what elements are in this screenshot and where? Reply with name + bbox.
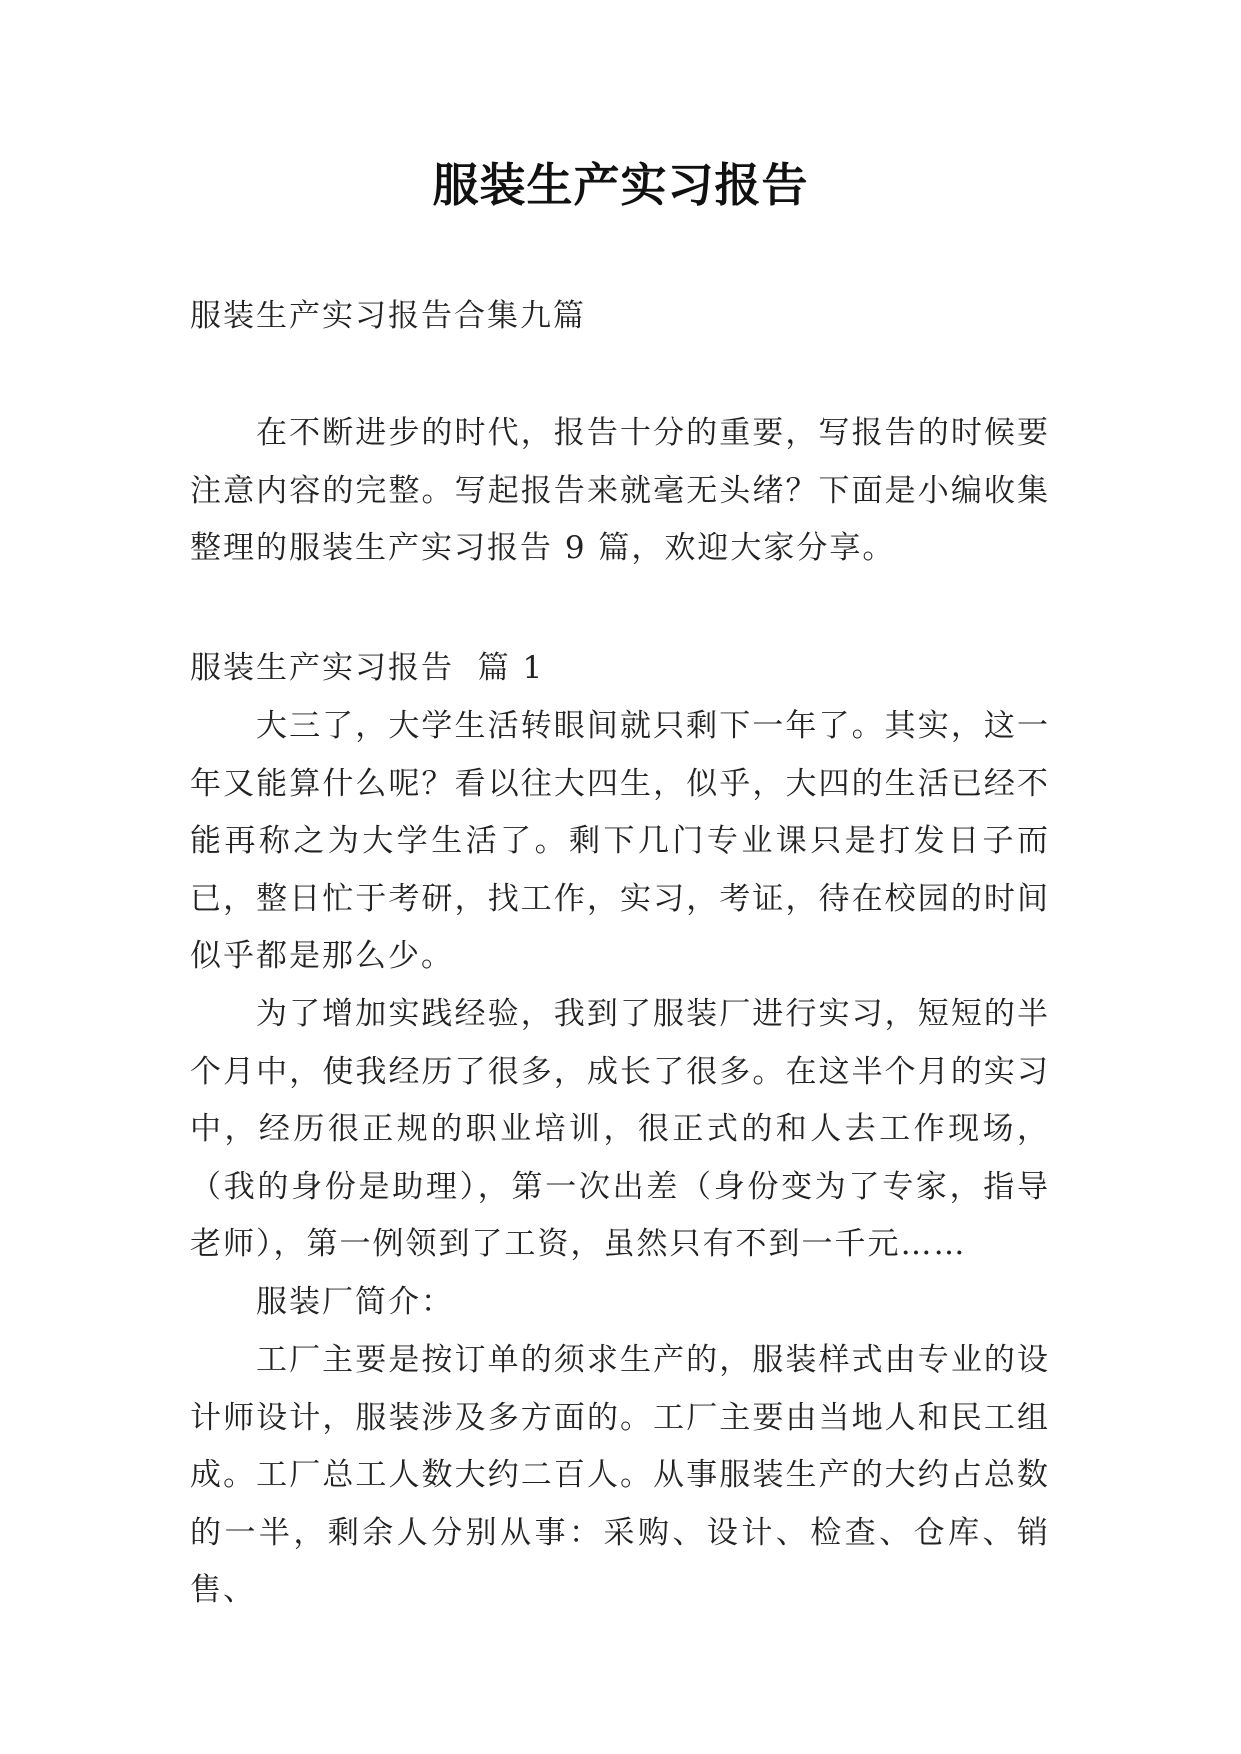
factory-intro-heading: 服装厂简介： <box>256 1284 454 1320</box>
document-title: 服装生产实习报告 <box>432 158 809 212</box>
intro-paragraph: 在不断进步的时代，报告十分的重要，写报告的时候要注意内容的完整。写起报告来就毫无头绪？下面是小编收集整理的服装生产实习报告 9 篇，欢迎大家分享。 <box>190 415 1050 566</box>
body-paragraph: 工厂主要是按订单的须求生产的，服装样式由专业的设计师设计，服装涉及多方面的。工厂主要由当地人和民工组成。工厂总工人数大约二百人。从事服装生产的大约占总数的一半，剩余人分别从事：采购、设计、检查、仓库、销售、 <box>190 1342 1050 1608</box>
document-subtitle: 服装生产实习报告合集九篇 <box>190 298 586 334</box>
body-paragraph: 为了增加实践经验，我到了服装厂进行实习，短短的半个月中，使我经历了很多，成长了很多。在这半个月的实习中，经历很正规的职业培训，很正式的和人去工作现场，（我的身份是助理），第一次出差（身份变为了专家，指导老师），第一例领到了工资，虽然只有不到一千元…… <box>190 996 1050 1262</box>
body-paragraph: 大三了，大学生活转眼间就只剩下一年了。其实，这一年又能算什么呢？看以往大四生，似乎，大四的生活已经不能再称之为大学生活了。剩下几门专业课只是打发日子而已，整日忙于考研，找工作，实习，考证，待在校园的时间似乎都是那么少。 <box>190 708 1050 974</box>
section-heading: 服装生产实习报告 篇 1 <box>190 650 545 686</box>
